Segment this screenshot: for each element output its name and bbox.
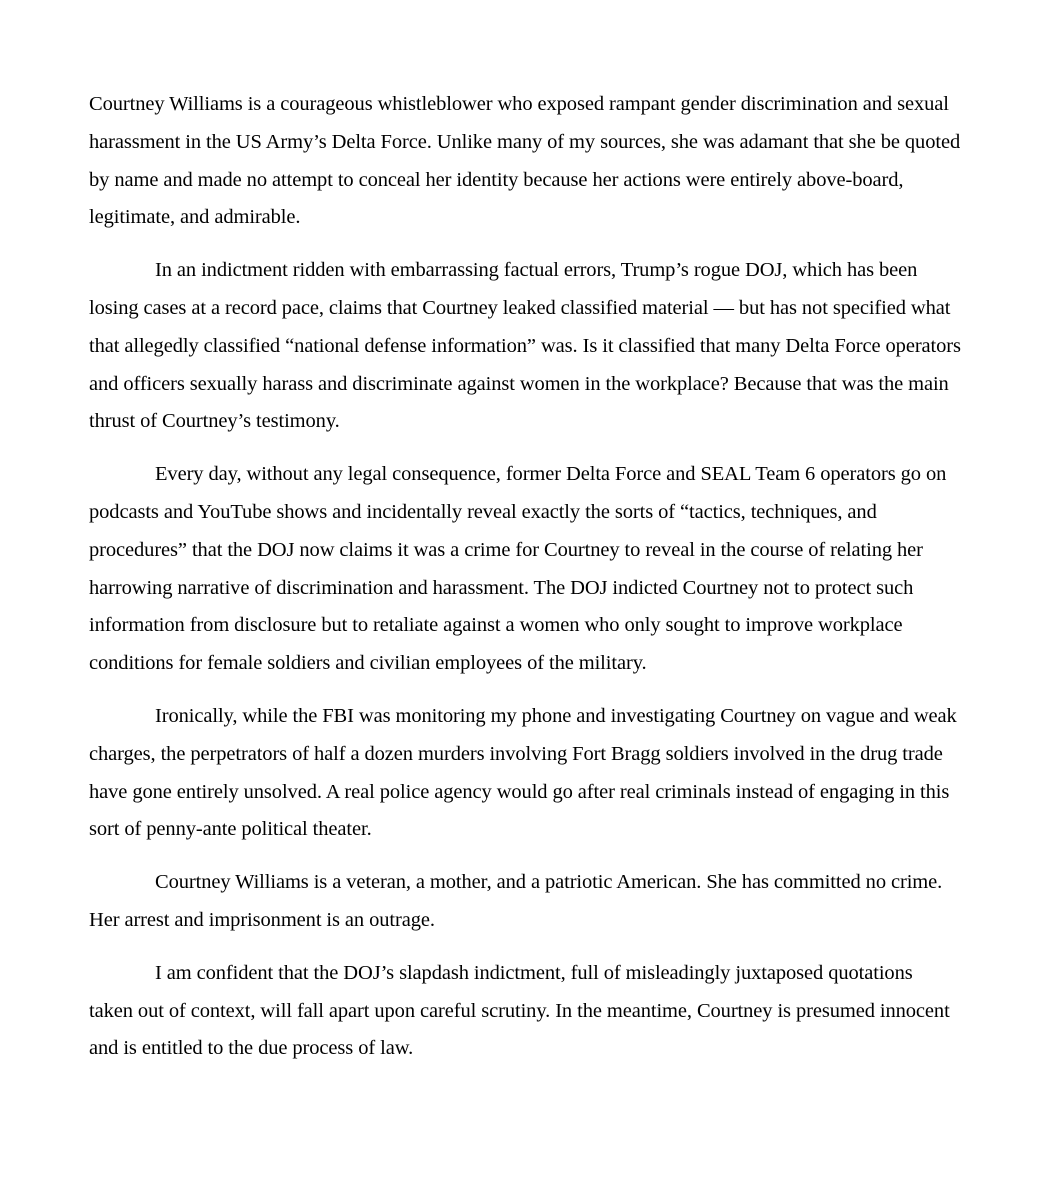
paragraph-2: In an indictment ridden with embarrassing factual errors, Trump’s rogue DOJ, which has been losing cases at a record pace, claims that Courtney leaked classified material — but has not specified what that allegedly classified “national defense information” was. Is it classified that many Delta Force operators and officers sexually harass and discriminate against women in the workplace? Because that was the main thrust of Courtney’s testimony. bbox=[89, 259, 961, 433]
paragraph-5: Courtney Williams is a veteran, a mother, and a patriotic American. She has committed no crime. Her arrest and imprisonment is an outrage. bbox=[89, 871, 943, 931]
paragraph-3: Every day, without any legal consequence, former Delta Force and SEAL Team 6 operators go on podcasts and YouTube shows and incidentally reveal exactly the sorts of “tactics, techniques, and procedures” that the DOJ now claims it was a crime for Courtney to reveal in the course of relating her harrowing narrative of discrimination and harassment. The DOJ indicted Courtney not to protect such information from disclosure but to retaliate against a women who only sought to improve workplace conditions for female soldiers and civilian employees of the military. bbox=[89, 463, 947, 675]
paragraph-4: Ironically, while the FBI was monitoring my phone and investigating Courtney on vague and weak charges, the perpetrators of half a dozen murders involving Fort Bragg soldiers involved in the drug trade have gone entirely unsolved. A real police agency would go after real criminals instead of engaging in this sort of penny-ante political theater. bbox=[89, 704, 957, 841]
document-body bbox=[89, 86, 961, 1083]
paragraph-1: Courtney Williams is a courageous whistleblower who exposed rampant gender discrimination and sexual harassment in the US Army’s Delta Force. Unlike many of my sources, she was adamant that she be quoted by name and made no attempt to conceal her identity because her actions were entirely above-board, legitimate, and admirable. bbox=[89, 93, 961, 229]
paragraph-6: I am confident that the DOJ’s slapdash indictment, full of misleadingly juxtaposed quotations taken out of context, will fall apart upon careful scrutiny. In the meantime, Courtney is presumed innocent and is entitled to the due process of law. bbox=[89, 961, 950, 1060]
